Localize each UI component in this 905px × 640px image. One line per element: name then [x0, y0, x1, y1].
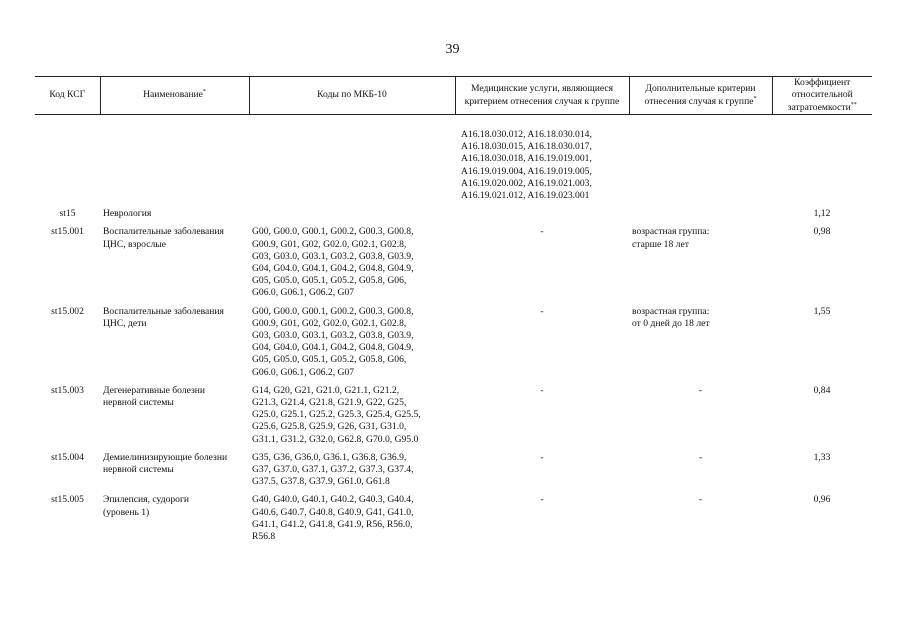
table-row-continuation: [35, 129, 872, 208]
header-services: Медицинские услуги, являющиеся критерием отнесения случая к группе: [455, 77, 629, 115]
criteria-cell: возрастная группа: от 0 дней до 18 лет: [632, 305, 710, 329]
code-cell: st15: [59, 208, 76, 220]
code-cell: st15.005: [51, 494, 84, 506]
table-header: [35, 77, 872, 115]
mkb-cell: G00, G00.0, G00.1, G00.2, G00.3, G00.8, G00.9, G01, G02, G02.0, G02.1, G02.8, G03, G03.0, G03.1, G03.2, G03.8, G03.9, G04, G04.0, G04.1, G04.2, G04.8, G04.9, G05, G05.0, G05.1, G05.2, G05.8, G06, G06.0, G06.1, G06.2, G07: [252, 226, 414, 299]
header-name: Наименование*: [100, 77, 249, 115]
coef-cell: 1,33: [813, 451, 831, 463]
table-row: [35, 385, 872, 452]
table-row: [35, 208, 872, 226]
mkb-cell: G14, G20, G21, G21.0, G21.1, G21.2, G21.3, G21.4, G21.8, G21.9, G22, G25, G25.0, G25.1, G25.2, G25.3, G25.4, G25.5, G25.6, G25.8, G25.9, G26, G31, G31.0, G31.1, G31.2, G32.0, G62.8, G70.0, G95.0: [252, 384, 421, 445]
page-number: 39: [445, 42, 460, 57]
mkb-cell: G35, G36, G36.0, G36.1, G36.8, G36.9, G37, G37.0, G37.1, G37.2, G37.3, G37.4, G37.5, G37.8, G37.9, G61.0, G61.8: [252, 451, 414, 488]
criteria-cell: [629, 208, 772, 226]
header-code: Код КСГ: [35, 77, 100, 115]
services-cell: -: [540, 494, 544, 506]
services-cell: A16.18.030.012, A16.18.030.014, A16.18.030.015, A16.18.030.017, A16.18.030.018, A16.19.019.001, A16.19.019.004, A16.19.019.005, A16.19.020.002, A16.19.021.003, A16.19.021.012, A16.19.023.001: [461, 129, 592, 202]
coef-cell: 1,55: [813, 305, 831, 317]
services-cell: -: [540, 226, 544, 238]
name-cell: Неврология: [103, 208, 152, 220]
ksg-table: [35, 76, 872, 549]
coef-cell: 1,12: [813, 208, 831, 220]
table-row: [35, 494, 872, 549]
code-cell: st15.001: [51, 226, 84, 238]
criteria-cell: возрастная группа: старше 18 лет: [632, 226, 710, 250]
table-row: [35, 226, 872, 305]
header-coef: Коэффициент относительной затратоемкости**: [772, 77, 872, 115]
code-cell: st15.004: [51, 451, 84, 463]
name-cell: Воспалительные заболевания ЦНС, дети: [103, 305, 224, 329]
mkb-cell: [249, 208, 455, 226]
name-cell: Эпилепсия, судороги (уровень 1): [103, 494, 190, 518]
coef-cell: 0,98: [813, 226, 831, 238]
code-cell: st15.002: [51, 305, 84, 317]
services-cell: [455, 208, 629, 226]
services-cell: -: [540, 305, 544, 317]
criteria-cell: -: [698, 494, 703, 506]
coef-cell: 0,96: [813, 494, 831, 506]
coef-cell: 0,84: [813, 384, 831, 396]
name-cell: Воспалительные заболевания ЦНС, взрослые: [103, 226, 224, 250]
table-row: [35, 306, 872, 385]
table-row: [35, 452, 872, 495]
name-cell: Дегенеративные болезни нервной системы: [103, 384, 206, 409]
header-mkb: Коды по МКБ-10: [249, 77, 455, 115]
mkb-cell: G00, G00.0, G00.1, G00.2, G00.3, G00.8, G00.9, G01, G02, G02.0, G02.1, G02.8, G03, G03.0, G03.1, G03.2, G03.8, G03.9, G04, G04.0, G04.1, G04.2, G04.8, G04.9, G05, G05.0, G05.1, G05.2, G05.8, G06, G06.0, G06.1, G06.2, G07: [252, 305, 414, 378]
header-criteria: Дополнительные критерии отнесения случая к группе*: [629, 77, 772, 115]
name-cell: Демиелинизирующие болезни нервной системы: [103, 451, 228, 476]
mkb-cell: G40, G40.0, G40.1, G40.2, G40.3, G40.4, G40.6, G40.7, G40.8, G40.9, G41, G41.0, G41.1, G41.2, G41.8, G41.9, R56, R56.0, R56.8: [252, 494, 414, 543]
criteria-cell: -: [698, 451, 703, 463]
services-cell: -: [540, 451, 544, 463]
criteria-cell: -: [698, 384, 703, 396]
code-cell: st15.003: [51, 384, 84, 396]
services-cell: -: [540, 384, 544, 396]
